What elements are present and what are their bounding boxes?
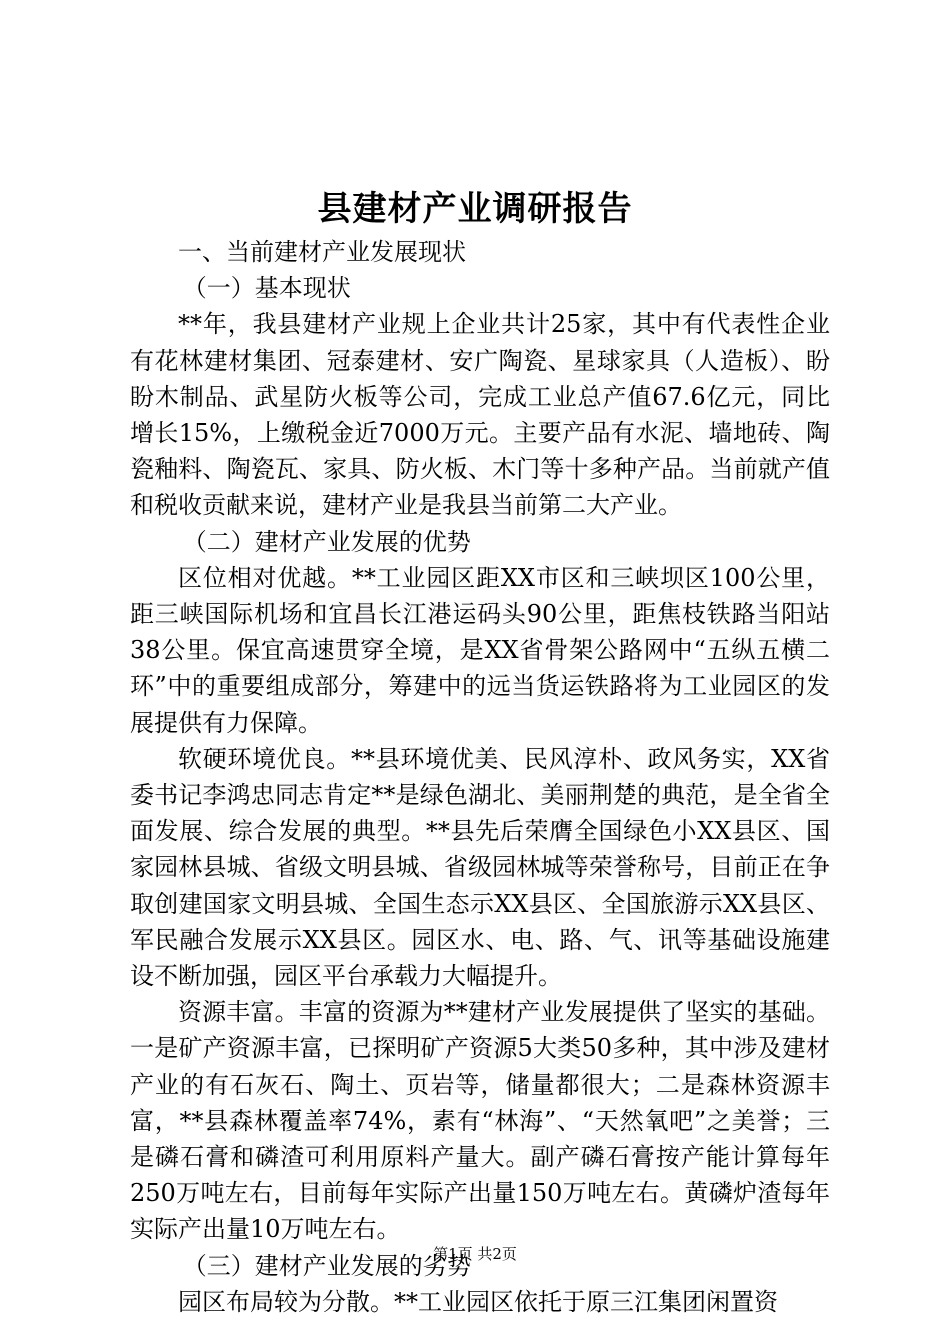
- document-body: [130, 234, 830, 1320]
- paragraph-basic-status: **年，我县建材产业规上企业共计25家，其中有代表性企业有花林建材集团、冠泰建材、安广陶瓷、星球家具（人造板）、盼盼木制品、武星防火板等公司，完成工业总产值67.6亿元，同比增长15%，上缴税金近7000万元。主要产品有水泥、墙地砖、陶瓷釉料、陶瓷瓦、家具、防火板、木门等十多种产品。当前就产值和税收贡献来说，建材产业是我县当前第二大产业。: [130, 310, 830, 520]
- paragraph-location-advantage: 区位相对优越。**工业园区距XX市区和三峡坝区100公里，距三峡国际机场和宜昌长江港运码头90公里，距焦枝铁路当阳站38公里。保宜高速贯穿全境，是XX省骨架公路网中“五纵五横二环”中的重要组成部分，筹建中的远当货运铁路将为工业园区的发展提供有力保障。: [130, 563, 830, 737]
- subsection-heading-advantages: （二）建材产业发展的优势: [182, 527, 471, 556]
- paragraph-resource-advantage: 资源丰富。丰富的资源为**建材产业发展提供了坚实的基础。一是矿产资源丰富，已探明矿产资源5大类50多种，其中涉及建材产业的有石灰石、陶土、页岩等，储量都很大；二是森林资源丰富，**县森林覆盖率74%，素有“林海”、“天然氧吧”之美誉；三是磷石膏和磷渣可利用原料产量大。副产磷石膏按产能计算每年250万吨左右，目前每年实际产出量150万吨左右。黄磷炉渣每年实际产出量10万吨左右。: [130, 998, 830, 1244]
- page-number-footer: 第1页 共2页: [433, 1245, 517, 1263]
- paragraph-park-layout: 园区布局较为分散。**工业园区依托于原三江集团闲置资: [178, 1287, 778, 1316]
- section-heading-1: 一、当前建材产业发展现状: [178, 238, 466, 266]
- paragraph-environment-advantage: 软硬环境优良。**县环境优美、民风淳朴、政风务实，XX省委书记李鸿忠同志肯定**是绿色湖北、美丽荆楚的典范，是全省全面发展、综合发展的典型。**县先后荣膺全国绿色小XX县区、国家园林县城、省级文明县城、省级园林城等荣誉称号，目前正在争取创建国家文明县城、全国生态示XX县区、全国旅游示XX县区、军民融合发展示XX县区。园区水、电、路、气、讯等基础设施建设不断加强，园区平台承载力大幅提升。: [130, 744, 830, 991]
- page-title: 县建材产业调研报告: [317, 189, 633, 229]
- subsection-heading-basic-status: （一）基本现状: [182, 274, 351, 303]
- subsection-heading-disadvantages: （三）建材产业发展的劣势: [182, 1251, 471, 1280]
